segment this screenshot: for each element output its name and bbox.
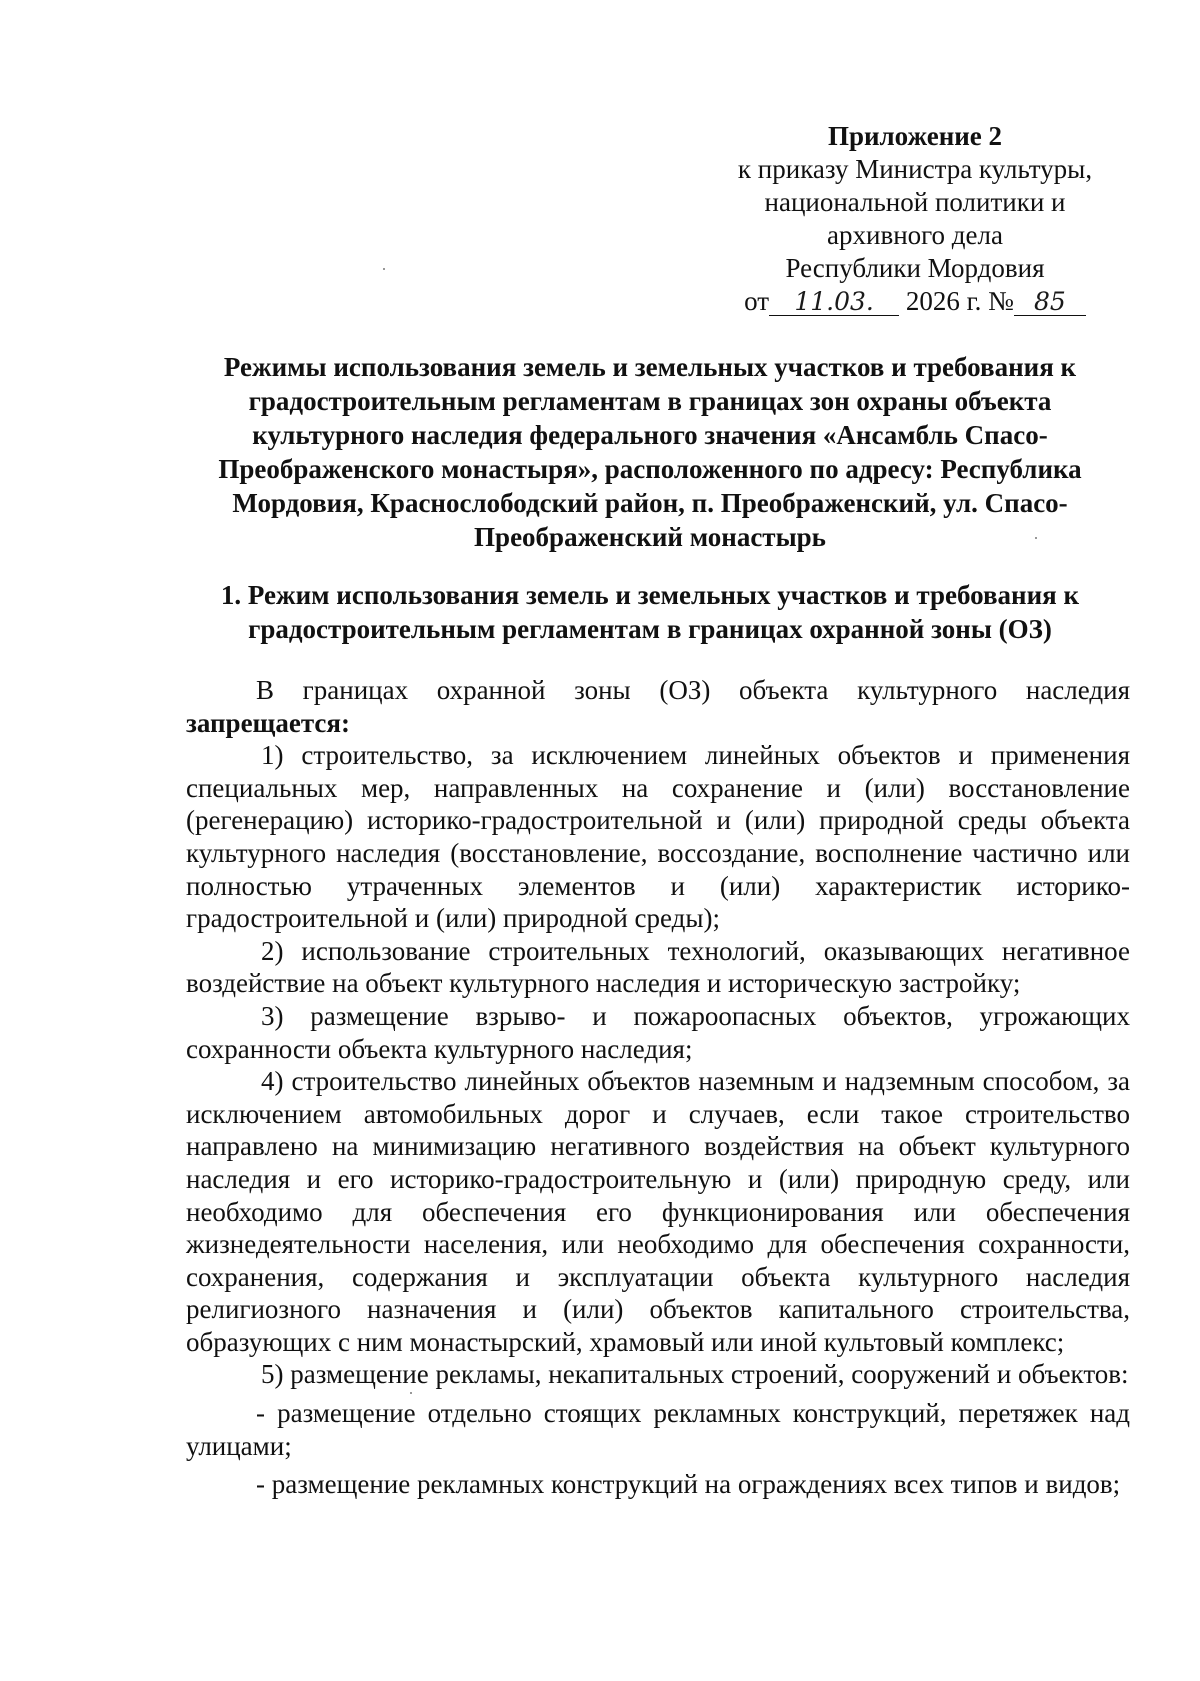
intro-emphasis: запрещается: <box>186 707 351 738</box>
date-year: 2026 г. № <box>905 286 1014 316</box>
dash-item: - размещение рекламных конструкций на ограждениях всех типов и видов; <box>256 1469 1121 1500</box>
scan-speck <box>1035 537 1037 539</box>
scan-speck <box>383 268 385 270</box>
handwritten-date: 11.03. <box>769 289 899 316</box>
appendix-heading: Приложение 2 <box>827 121 1003 151</box>
appendix-block <box>700 120 1130 318</box>
section-title: 1. Режим использования земель и земельных участков и требования к градостроительным регламентам в границах охранной зоны (ОЗ) <box>220 580 1080 644</box>
appendix-line: к приказу Министра культуры, <box>737 154 1093 184</box>
intro-text: В границах охранной зоны (ОЗ) объекта культурного наследия <box>256 675 1130 705</box>
date-prefix: от <box>744 286 770 316</box>
scan-speck <box>410 1392 412 1394</box>
handwritten-number: 85 <box>1014 289 1086 316</box>
order-date-line <box>700 285 1130 318</box>
list-item: 2) использование строительных технологий, оказывающих негативное воздействие на объект культурного наследия и историческую застройку; <box>186 935 1130 999</box>
list-item: 3) размещение взрыво- и пожароопасных объектов, угрожающих сохранности объекта культурного наследия; <box>186 1000 1130 1064</box>
list-item: 4) строительство линейных объектов наземным и надземным способом, за исключением автомобильных дорог и случаев, если такое строительство направлено на минимизацию негативного воздействия на объект культурного наследия и его историко-градостроительную и (или) природную среду, или необходимо для обеспечения его функционирования или обеспечения жизнедеятельности населения, или необходимо для обеспечения сохранности, сохранения, содержания и эксплуатации объекта культурного наследия религиозного назначения и (или) объектов капитального строительства, образующих с ним монастырский, храмовый или иной культовый комплекс; <box>186 1066 1130 1357</box>
intro-paragraph <box>186 674 1130 739</box>
list-item: 5) размещение рекламы, некапитальных строений, сооружений и объектов: <box>261 1359 1129 1390</box>
dash-item: - размещение отдельно стоящих рекламных конструкций, перетяжек над улицами; <box>186 1398 1130 1461</box>
list-item: 1) строительство, за исключением линейных объектов и применения специальных мер, направленных на сохранение и (или) восстановление (регенерацию) историко-градостроительной и (или) природной среды объекта культурного наследия (восстановление, воссоздание, восполнение частично или полностью утраченных элементов и (или) характеристик историко-градостроительной и (или) природной среды); <box>186 740 1130 934</box>
document-title: Режимы использования земель и земельных участков и требования к градостроительным регламентам в границах зон охраны объекта культурного наследия федерального значения «Ансамбль Спасо-Преображенского монастыря», расположенного по адресу: Республика Мордовия, Краснослободский район, п. Преображенский, ул. Спасо-Преображенский монастырь <box>218 352 1082 552</box>
section-body <box>186 674 1130 1501</box>
appendix-line: архивного дела <box>827 220 1003 250</box>
appendix-line: Республики Мордовия <box>785 253 1045 283</box>
appendix-line: национальной политики и <box>764 187 1066 217</box>
